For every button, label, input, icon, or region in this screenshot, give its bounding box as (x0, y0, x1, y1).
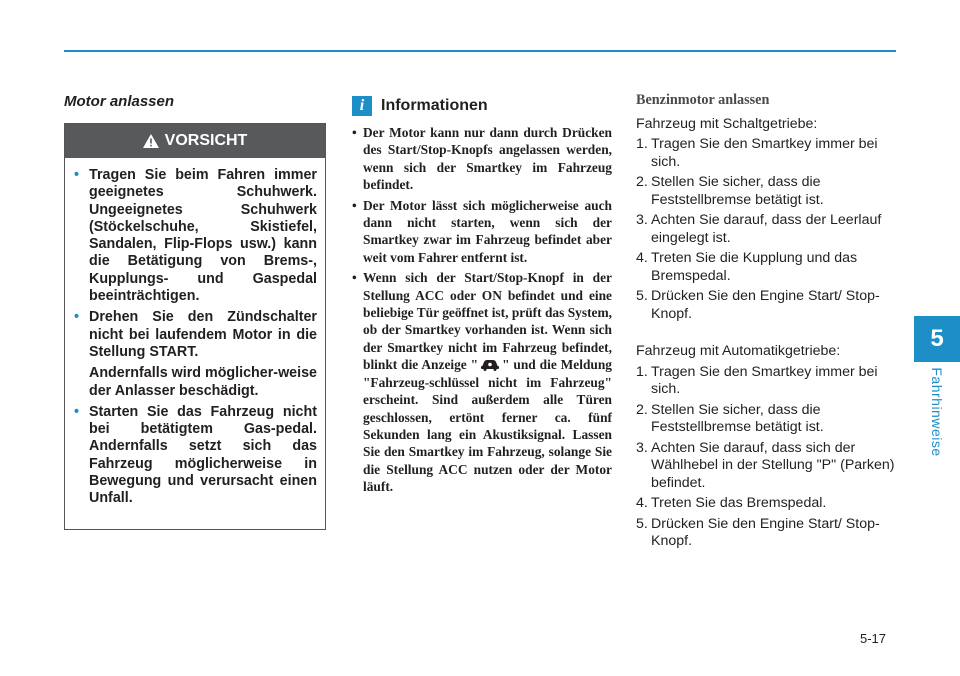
caution-box (64, 123, 326, 530)
info-item-text: Der Motor lässt sich möglicherweise auch dann nicht starten, wenn sich der Smartkey zwar im Fahrzeug befindet aber weit vom Fahrer entfernt ist. (363, 197, 612, 265)
bullet-icon: • (74, 167, 80, 183)
list-item: 5. Drücken Sie den Engine Start/ Stop-Knopf. (636, 288, 880, 322)
info-item-text: " und die Meldung "Fahrzeug-schlüssel nicht im Fahrzeug" erscheint. Sind außerdem alle Türen geschlossen, ertönt ferner ca. fünf Sekunden lang ein Akustiksignal. Lassen Sie den Smartkey im Fahrzeug, solange Sie die Stellung ACC nutzen oder der Motor läuft. (363, 357, 612, 495)
bullet-icon: • (74, 403, 80, 420)
list-item: 5. Drücken Sie den Engine Start/ Stop-Knopf. (636, 515, 880, 549)
top-rule (64, 50, 896, 52)
section-heading-engine-start: Motor anlassen (64, 93, 175, 110)
automatic-steps (636, 364, 898, 551)
car-key-warning-icon (480, 359, 500, 371)
bullet-icon: • (352, 197, 357, 213)
list-item: 2. Stellen Sie sicher, dass die Feststellbremse betätigt ist. (636, 174, 824, 208)
list-item (74, 309, 318, 399)
info-list (350, 124, 612, 499)
bullet-icon: • (352, 270, 357, 286)
info-item-text: Der Motor kann nur dann durch Drücken des Start/Stop-Knopfs angelassen werden, wenn sich der Smartkey im Fahrzeug befindet. (363, 125, 612, 193)
caution-title: VORSICHT (164, 132, 248, 149)
list-item (350, 269, 612, 495)
list-item (350, 124, 612, 194)
list-item (74, 167, 317, 305)
warning-icon (143, 134, 159, 148)
spacer (636, 326, 898, 343)
list-item (74, 403, 317, 508)
info-icon: i (352, 96, 372, 116)
petrol-engine-section (636, 92, 898, 554)
list-item: 4. Treten Sie die Kupplung und das Bremspedal. (636, 250, 858, 284)
section-heading-petrol: Benzinmotor anlassen (636, 92, 770, 108)
chapter-tab: 5 (914, 316, 960, 362)
caution-list (65, 158, 325, 508)
list-item: 1. Tragen Sie den Smartkey immer bei sich. (636, 363, 878, 397)
list-item (350, 197, 612, 267)
info-heading (352, 96, 488, 116)
list-item: 4. Treten Sie das Bremspedal. (636, 495, 827, 511)
bullet-icon: • (352, 125, 357, 140)
caution-item-note: Andernfalls wird möglicher-weise der Anlasser beschädigt. (89, 365, 318, 399)
manual-steps (636, 136, 898, 323)
automatic-transmission-title: Fahrzeug mit Automatikgetriebe: (636, 343, 841, 359)
bullet-icon: • (74, 309, 80, 326)
list-item: 1. Tragen Sie den Smartkey immer bei sich. (636, 136, 878, 170)
list-item: 3. Achten Sie darauf, dass der Leerlauf eingelegt ist. (636, 212, 882, 246)
caution-item-text: Starten Sie das Fahrzeug nicht bei betätigtem Gas-pedal. Andernfalls setzt sich das Fahrzeug möglicherweise in Bewegung und verursacht einen Unfall. (89, 403, 317, 507)
page-number: 5-17 (860, 631, 887, 646)
info-heading-text: Informationen (381, 97, 488, 114)
caution-item-text: Drehen Sie den Zündschalter nicht bei laufendem Motor in die Stellung START. (89, 309, 317, 360)
caution-item-text: Tragen Sie beim Fahren immer geeignetes Schuhwerk. Ungeeignetes Schuhwerk (Stöckelschuhe, Skistiefel, Sandalen, Flip-Flops usw.) kann die Betätigung von Brems-, Kupplungs- und Gaspedal beeinträchtigen. (89, 167, 317, 305)
info-item-text: Wenn sich der Start/Stop-Knopf in der Stellung ACC oder ON befindet und eine beliebige Tür geöffnet ist, prüft das System, ob der Smartkey vorhanden ist. Wenn sich der Smartkey nicht im Fahrzeug befindet, blinkt die Anzeige " (363, 270, 612, 373)
chapter-label: Fahrhinweise (929, 367, 945, 457)
list-item: 2. Stellen Sie sicher, dass die Feststellbremse betätigt ist. (636, 401, 824, 435)
list-item: 3. Achten Sie darauf, dass sich der Wählhebel in der Stellung "P" (Parken) befindet. (636, 439, 895, 491)
manual-transmission-title: Fahrzeug mit Schaltgetriebe: (636, 115, 818, 132)
caution-header (65, 124, 325, 158)
